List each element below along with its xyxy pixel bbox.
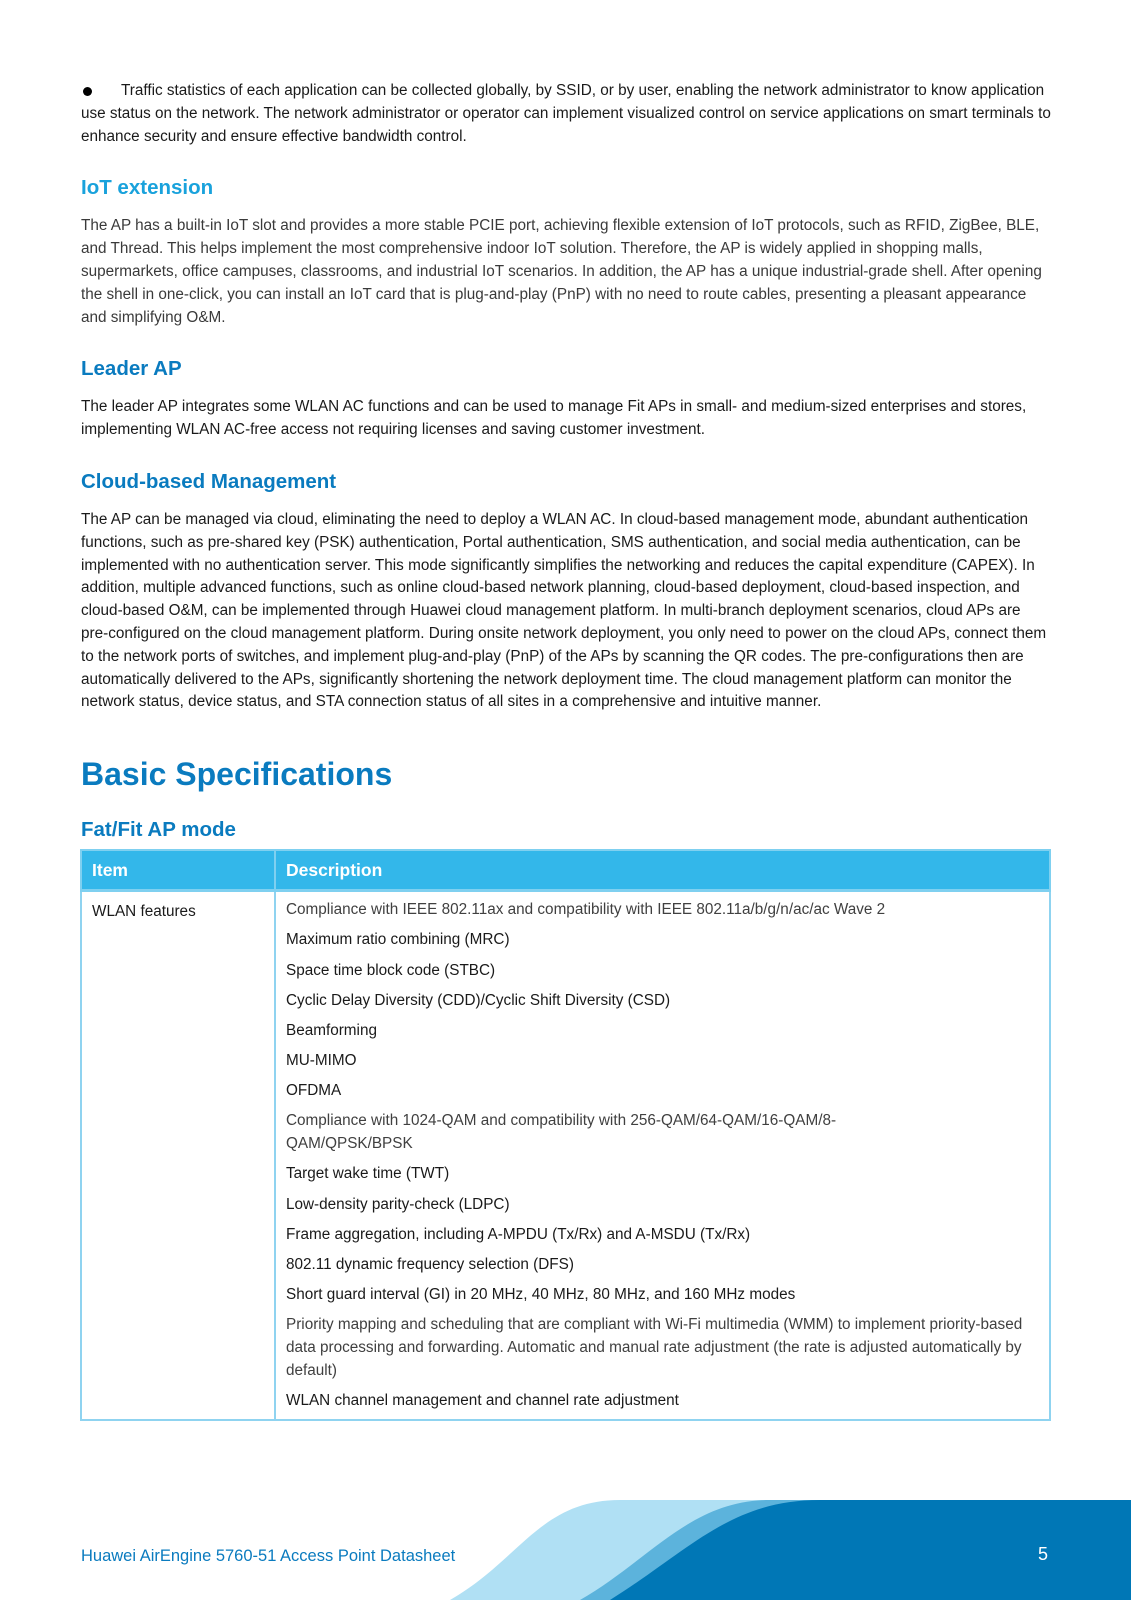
- intro-bullet: [81, 80, 1051, 148]
- item-cell: WLAN features: [81, 891, 275, 1420]
- page-footer: [0, 1480, 1131, 1600]
- column-header-description: Description: [275, 850, 1050, 891]
- basic-specifications-heading: Basic Specifications: [81, 756, 393, 793]
- description-line: 802.11 dynamic frequency selection (DFS): [286, 1256, 574, 1273]
- description-line: Compliance with 1024-QAM and compatibility with 256-QAM/64-QAM/16-QAM/8-QAM/QPSK/BPSK: [286, 1112, 837, 1153]
- description-line: Target wake time (TWT): [286, 1165, 450, 1183]
- description-line: Priority mapping and scheduling that are compliant with Wi-Fi multimedia (WMM) to implement priority-based data processing and forwarding. Automatic and manual rate adjustment (the rate is adjusted automatically by default): [286, 1316, 1023, 1379]
- section-heading-cloud: Cloud-based Management: [81, 469, 337, 493]
- table-row: [81, 891, 1050, 1420]
- description-line: MU-MIMO: [286, 1052, 357, 1070]
- section-body-iot: The AP has a built-in IoT slot and provides a more stable PCIE port, achieving flexible extension of IoT protocols, such as RFID, ZigBee, BLE, and Thread. This helps implement the most comprehensive indoor IoT solution. Therefore, the AP is widely applied in shopping malls, supermarkets, office campuses, classrooms, and industrial IoT scenarios. In addition, the AP has a unique industrial-grade shell. After opening the shell in one-click, you can install an IoT card that is plug-and-play (PnP) with no need to route cables, presenting a pleasant appearance and simplifying O&M.: [81, 217, 1042, 326]
- description-line: Maximum ratio combining (MRC): [286, 931, 510, 949]
- section-body-cloud: The AP can be managed via cloud, eliminating the need to deploy a WLAN AC. In cloud-based management mode, abundant authentication functions, such as pre-shared key (PSK) authentication, Portal authentication, SMS authentication, and social media authentication, can be implemented with no authentication server. This mode significantly simplifies the networking and reduces the capital expenditure (CAPEX). In addition, multiple advanced functions, such as online cloud-based network planning, cloud-based deployment, cloud-based inspection, and cloud-based O&M, can be implemented through Huawei cloud management platform. In multi-branch deployment scenarios, cloud APs are pre-configured on the cloud management platform. During onsite network deployment, you only need to power on the cloud APs, connect them to the network ports of switches, and implement plug-and-play (PnP) of the APs by scanning the QR codes. The pre-configurations then are automatically delivered to the APs, significantly shortening the network deployment time. The cloud management platform can monitor the network status, device status, and STA connection status of all sites in a comprehensive and intuitive manner.: [81, 510, 1047, 711]
- description-line: Cyclic Delay Diversity (CDD)/Cyclic Shift Diversity (CSD): [286, 991, 671, 1009]
- description-line: Space time block code (STBC): [286, 961, 496, 979]
- fat-fit-ap-mode-heading: Fat/Fit AP mode: [81, 818, 236, 842]
- section-heading-iot: IoT extension: [81, 176, 214, 200]
- description-cell: [275, 891, 1050, 1420]
- spec-table: [80, 849, 1051, 1421]
- spec-table-header-row: [81, 850, 1050, 891]
- intro-bullet-text: Traffic statistics of each application can be collected globally, by SSID, or by user, enabling the network administrator to know application use status on the network. The network administrator or operator can implement visualized control on service applications on smart terminals to enhance security and ensure effective bandwidth control.: [81, 82, 1051, 145]
- description-line: Low-density parity-check (LDPC): [286, 1195, 510, 1213]
- description-line: Beamforming: [286, 1021, 377, 1039]
- description-line: WLAN channel management and channel rate adjustment: [286, 1392, 679, 1410]
- page-content: [81, 80, 1051, 1421]
- description-line: OFDMA: [286, 1082, 342, 1100]
- bullet-icon: [83, 87, 92, 96]
- column-header-item: Item: [81, 850, 275, 891]
- footer-document-title: Huawei AirEngine 5760-51 Access Point Datasheet: [81, 1547, 456, 1565]
- section-heading-leader-ap: Leader AP: [81, 357, 182, 381]
- footer-wave-decoration-icon: [0, 1480, 1131, 1600]
- description-line: Compliance with IEEE 802.11ax and compatibility with IEEE 802.11a/b/g/n/ac/ac Wave 2: [286, 901, 886, 919]
- description-line: Short guard interval (GI) in 20 MHz, 40 MHz, 80 MHz, and 160 MHz modes: [286, 1286, 796, 1304]
- description-line: Frame aggregation, including A-MPDU (Tx/Rx) and A-MSDU (Tx/Rx): [286, 1225, 751, 1243]
- page-number: 5: [1038, 1544, 1049, 1564]
- section-body-leader-ap: The leader AP integrates some WLAN AC functions and can be used to manage Fit APs in small- and medium-sized enterprises and stores, implementing WLAN AC-free access not requiring licenses and saving customer investment.: [81, 398, 1027, 439]
